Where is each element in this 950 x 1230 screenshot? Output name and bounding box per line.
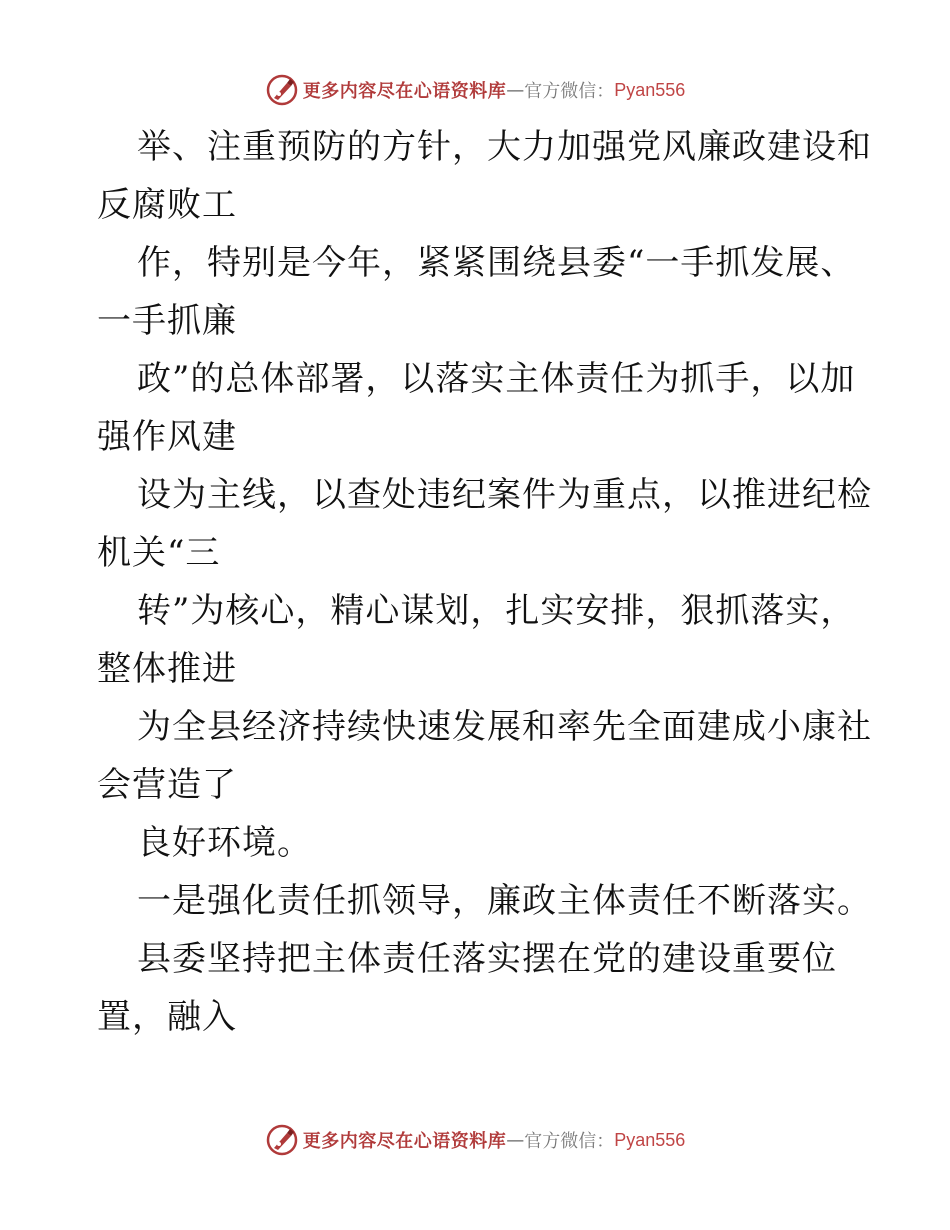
footer-banner bbox=[0, 1120, 950, 1160]
body-line: 作，特别是今年，紧紧围绕县委“一手抓发展、 bbox=[137, 243, 856, 283]
body-line: 置，融入 bbox=[97, 997, 237, 1037]
banner-site-name: 更多内容尽在心语资料库 bbox=[302, 1131, 507, 1152]
body-line: 整体推进 bbox=[97, 649, 237, 689]
body-line: 一手抓廉 bbox=[97, 301, 237, 341]
body-line: 县委坚持把主体责任落实摆在党的建设重要位 bbox=[137, 939, 837, 979]
body-line: 为全县经济持续快速发展和率先全面建成小康社 bbox=[137, 707, 872, 747]
banner-wechat-label: 官方微信： bbox=[524, 1131, 615, 1152]
banner-site-name: 更多内容尽在心语资料库 bbox=[302, 81, 507, 102]
pen-logo-icon bbox=[265, 73, 299, 107]
pen-logo-icon bbox=[265, 1123, 299, 1157]
body-line: 设为主线，以查处违纪案件为重点，以推进纪检 bbox=[137, 475, 872, 515]
header-banner bbox=[0, 70, 950, 110]
body-line: 一是强化责任抓领导，廉政主体责任不断落实。 bbox=[137, 881, 872, 921]
body-line: 机关“三 bbox=[97, 533, 221, 573]
banner-wechat-label: 官方微信： bbox=[524, 81, 615, 102]
body-line: 会营造了 bbox=[97, 765, 237, 805]
body-line: 反腐败工 bbox=[97, 185, 237, 225]
body-line: 转”为核心，精心谋划，扎实安排，狠抓落实， bbox=[137, 591, 856, 631]
banner-separator: — bbox=[506, 79, 525, 101]
banner-separator: — bbox=[506, 1129, 525, 1151]
body-line: 政”的总体部署，以落实主体责任为抓手，以加 bbox=[137, 359, 856, 399]
document-body bbox=[97, 118, 872, 1046]
banner-wechat-id: Pyan556 bbox=[614, 79, 686, 100]
body-line: 举、注重预防的方针，大力加强党风廉政建设和 bbox=[137, 127, 872, 167]
body-line: 强作风建 bbox=[97, 417, 237, 457]
body-line: 良好环境。 bbox=[137, 823, 312, 863]
banner-wechat-id: Pyan556 bbox=[614, 1129, 686, 1150]
